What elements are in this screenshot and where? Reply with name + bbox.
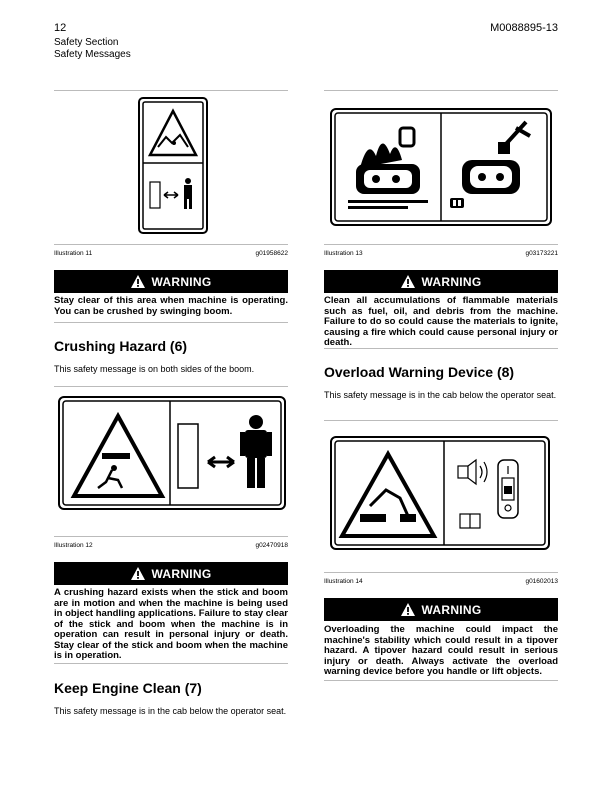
warning-banner: [54, 562, 288, 585]
illustration-12-figure: [58, 396, 286, 510]
warning-triangle-icon: [400, 274, 416, 289]
illustration-12-caption: [54, 542, 288, 549]
warning-triangle-icon: [130, 274, 146, 289]
divider: [54, 244, 288, 245]
divider: [54, 322, 288, 323]
illustration-14-caption: [324, 578, 558, 585]
illustration-label: Illustration 12: [54, 542, 93, 549]
divider: [324, 680, 558, 681]
warning-triangle-icon: [130, 566, 146, 581]
warning-text: Clean all accumulations of flammable materials such as fuel, oil, and debris from the machine. Failure to do so could cause the materials to ignite, causing a fire which could cause personal injury or death.: [324, 295, 558, 348]
warning-text: Overloading the machine could impact the machine's stability which could result in a tipover hazard. A tipover hazard could result in serious injury or death. Always activate the overload warning device before you handle or lift objects.: [324, 624, 558, 677]
warning-title: WARNING: [151, 274, 212, 289]
divider: [324, 244, 558, 245]
divider: [324, 90, 558, 91]
warning-triangle-icon: [400, 602, 416, 617]
warning-title: WARNING: [151, 566, 212, 581]
crushing-hazard-heading: Crushing Hazard (6): [54, 338, 188, 354]
illustration-11-caption: [54, 250, 288, 257]
page-number: 12: [54, 22, 67, 34]
subsection-title: Safety Messages: [54, 49, 131, 60]
section-title: Safety Section: [54, 37, 119, 48]
overload-warning-paragraph: This safety message is in the cab below the operator seat.: [324, 390, 557, 400]
illustration-label: Illustration 14: [324, 578, 363, 585]
illustration-code: g02470918: [255, 542, 288, 549]
illustration-code: g03173221: [525, 250, 558, 257]
illustration-code: g01958622: [255, 250, 288, 257]
divider: [324, 348, 558, 349]
warning-banner: [324, 598, 558, 621]
warning-text: Stay clear of this area when machine is operating. You can be crushed by swinging boom.: [54, 295, 288, 317]
document-id: M0088895-13: [490, 22, 558, 34]
illustration-label: Illustration 13: [324, 250, 363, 257]
divider: [54, 90, 288, 91]
keep-engine-clean-paragraph: This safety message is in the cab below the operator seat.: [54, 706, 287, 716]
illustration-14-figure: [330, 436, 550, 550]
illustration-13-caption: [324, 250, 558, 257]
warning-title: WARNING: [421, 274, 482, 289]
illustration-code: g01602013: [525, 578, 558, 585]
illustration-13-figure: [330, 108, 552, 226]
overload-warning-heading: Overload Warning Device (8): [324, 364, 515, 380]
crushing-hazard-paragraph: This safety message is on both sides of the boom.: [54, 364, 255, 374]
warning-title: WARNING: [421, 602, 482, 617]
divider: [54, 536, 288, 537]
warning-banner: [324, 270, 558, 293]
warning-banner: [54, 270, 288, 293]
divider: [324, 572, 558, 573]
divider: [54, 386, 288, 387]
illustration-label: Illustration 11: [54, 250, 93, 257]
warning-text: A crushing hazard exists when the stick and boom are in motion and when the machine is being used in object handling applications. Failure to stay clear of the stick and boom when the machine is in operation can result in personal injury or death. Stay clear of the stick and boom when the machine is in operation.: [54, 587, 288, 661]
illustration-11-figure: [138, 97, 208, 234]
divider: [324, 420, 558, 421]
keep-engine-clean-heading: Keep Engine Clean (7): [54, 680, 202, 696]
divider: [54, 663, 288, 664]
